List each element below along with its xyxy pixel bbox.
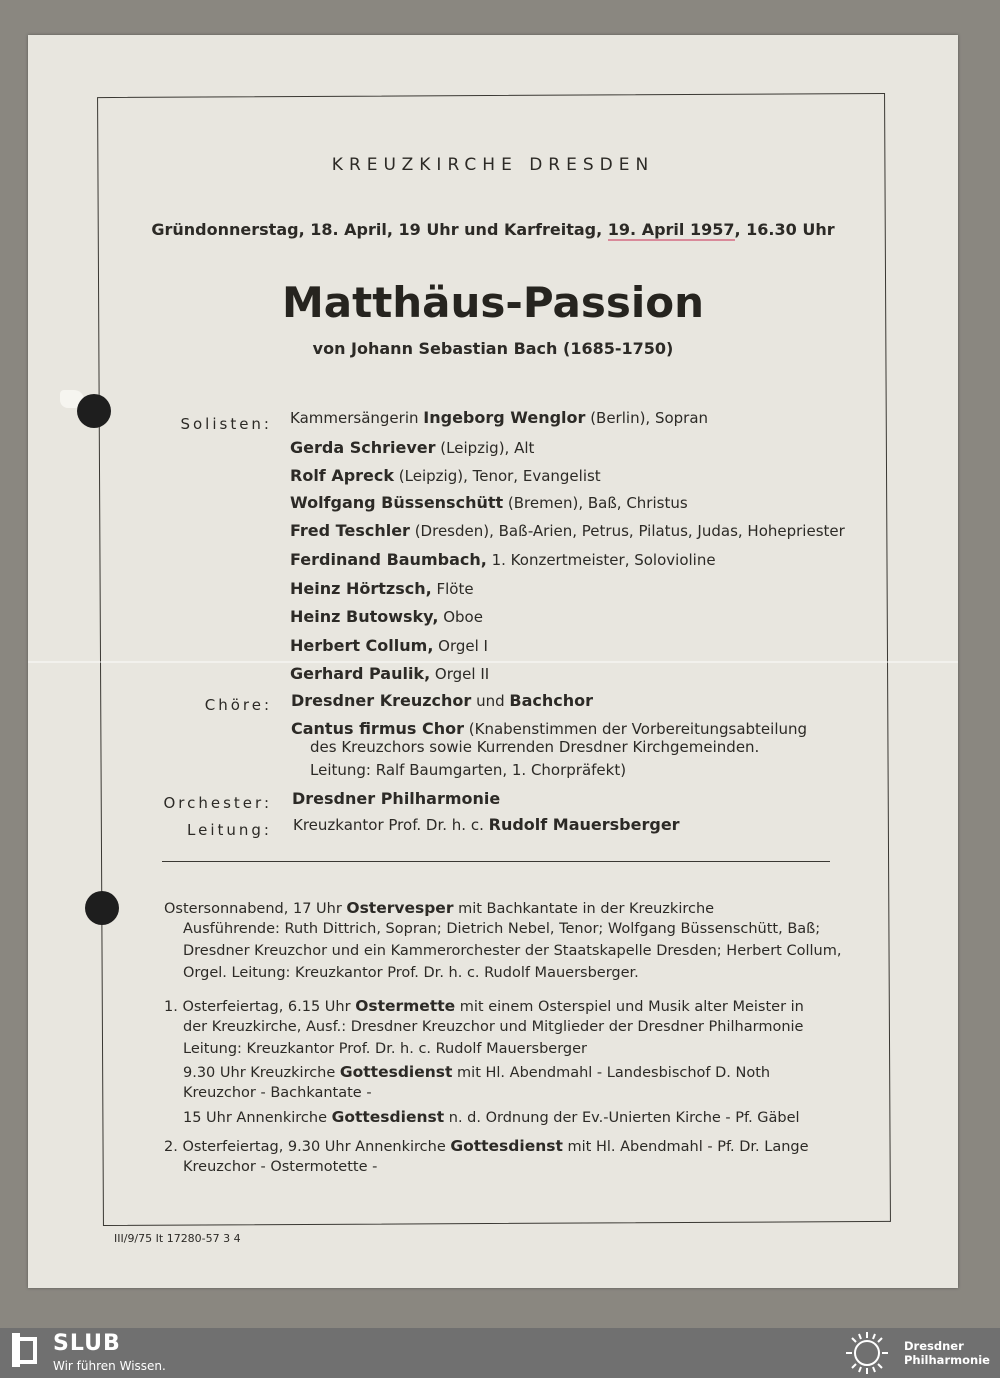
easter-entry: 2. Osterfeiertag, 9.30 Uhr Annenkirche Gottesdienst mit Hl. Abendmahl - Pf. Dr. Lange [164, 1137, 809, 1155]
highlighted-date: 19. April 1957 [607, 220, 735, 239]
easter-detail: 9.30 Uhr Kreuzkirche Gottesdienst mit Hl. Abendmahl - Landesbischof D. Noth [183, 1063, 771, 1081]
print-reference: III/9/75 It 17280-57 3 4 [114, 1232, 241, 1245]
venue-heading: KREUZKIRCHE DRESDEN [331, 155, 655, 175]
soloist-row: Heinz Butowsky, Oboe [290, 607, 483, 626]
soloist-row: Kammersängerin Ingeborg Wenglor (Berlin), Sopran [290, 408, 709, 427]
easter-entry: 1. Osterfeiertag, 6.15 Uhr Ostermette mit einem Osterspiel und Musik alter Meister in [164, 997, 804, 1015]
page-title: Matthäus-Passion [281, 278, 704, 327]
soloist-row: Gerda Schriever (Leipzig), Alt [290, 438, 535, 457]
easter-detail: Leitung: Kreuzkantor Prof. Dr. h. c. Rudolf Mauersberger [183, 1041, 588, 1057]
program-sheet [28, 35, 958, 1288]
choir-row: Dresdner Kreuzchor und Bachchor [291, 691, 594, 710]
partner-name[interactable]: Dresdner Philharmonie [904, 1339, 990, 1367]
conductor-label: Leitung: [187, 821, 272, 839]
footer-bar [0, 1328, 1000, 1378]
performance-dates: Gründonnerstag, 18. April, 19 Uhr und Karfreitag, 19. April 1957, 16.30 Uhr [151, 220, 835, 239]
choir-row: Cantus firmus Chor (Knabenstimmen der Vorbereitungsabteilung [291, 719, 808, 738]
philharmonie-logo-icon [840, 1330, 894, 1376]
library-name[interactable]: SLUB [53, 1331, 121, 1356]
soloist-row: Heinz Hörtzsch, Flöte [290, 579, 474, 598]
choirs-label: Chöre: [204, 696, 272, 714]
easter-detail: Orgel. Leitung: Kreuzkantor Prof. Dr. h. c. Rudolf Mauersberger. [183, 965, 639, 981]
easter-detail: 15 Uhr Annenkirche Gottesdienst n. d. Ordnung der Ev.-Unierten Kirche - Pf. Gäbel [183, 1108, 800, 1126]
soloist-row: Herbert Collum, Orgel I [290, 636, 488, 655]
easter-detail: Kreuzchor - Bachkantate - [183, 1085, 372, 1101]
soloist-row: Rolf Apreck (Leipzig), Tenor, Evangelist [290, 466, 601, 485]
easter-entry: Ostersonnabend, 17 Uhr Ostervesper mit Bachkantate in der Kreuzkirche [164, 899, 715, 917]
conductor-row: Kreuzkantor Prof. Dr. h. c. Rudolf Mauersberger [293, 815, 680, 834]
library-tagline: Wir führen Wissen. [53, 1359, 166, 1373]
easter-detail: Ausführende: Ruth Dittrich, Sopran; Dietrich Nebel, Tenor; Wolfgang Büssenschütt, Baß; [183, 921, 821, 937]
easter-detail: Kreuzchor - Ostermotette - [183, 1159, 378, 1175]
soloist-row: Gerhard Paulik, Orgel II [290, 664, 490, 683]
soloist-row: Ferdinand Baumbach, 1. Konzertmeister, Solovioline [290, 550, 716, 569]
soloists-label: Solisten: [180, 415, 272, 433]
orchestra-label: Orchester: [163, 794, 272, 812]
fold-line [28, 661, 958, 663]
soloist-row: Wolfgang Büssenschütt (Bremen), Baß, Christus [290, 493, 688, 512]
choir-detail: des Kreuzchors sowie Kurrenden Dresdner Kirchgemeinden. [310, 738, 760, 756]
choir-detail: Leitung: Ralf Baumgarten, 1. Chorpräfekt) [310, 761, 627, 779]
easter-detail: der Kreuzkirche, Ausf.: Dresdner Kreuzchor und Mitglieder der Dresdner Philharmonie [183, 1019, 804, 1035]
soloist-row: Fred Teschler (Dresden), Baß-Arien, Petrus, Pilatus, Judas, Hohepriester [290, 521, 845, 540]
orchestra-name: Dresdner Philharmonie [292, 789, 501, 808]
punch-hole [85, 891, 119, 925]
composer-line: von Johann Sebastian Bach (1685-1750) [312, 339, 674, 358]
book-icon [12, 1333, 42, 1367]
easter-detail: Dresdner Kreuzchor und ein Kammerorchester der Staatskapelle Dresden; Herbert Collum, [183, 943, 842, 959]
section-divider [162, 861, 830, 862]
punch-hole [77, 394, 111, 428]
